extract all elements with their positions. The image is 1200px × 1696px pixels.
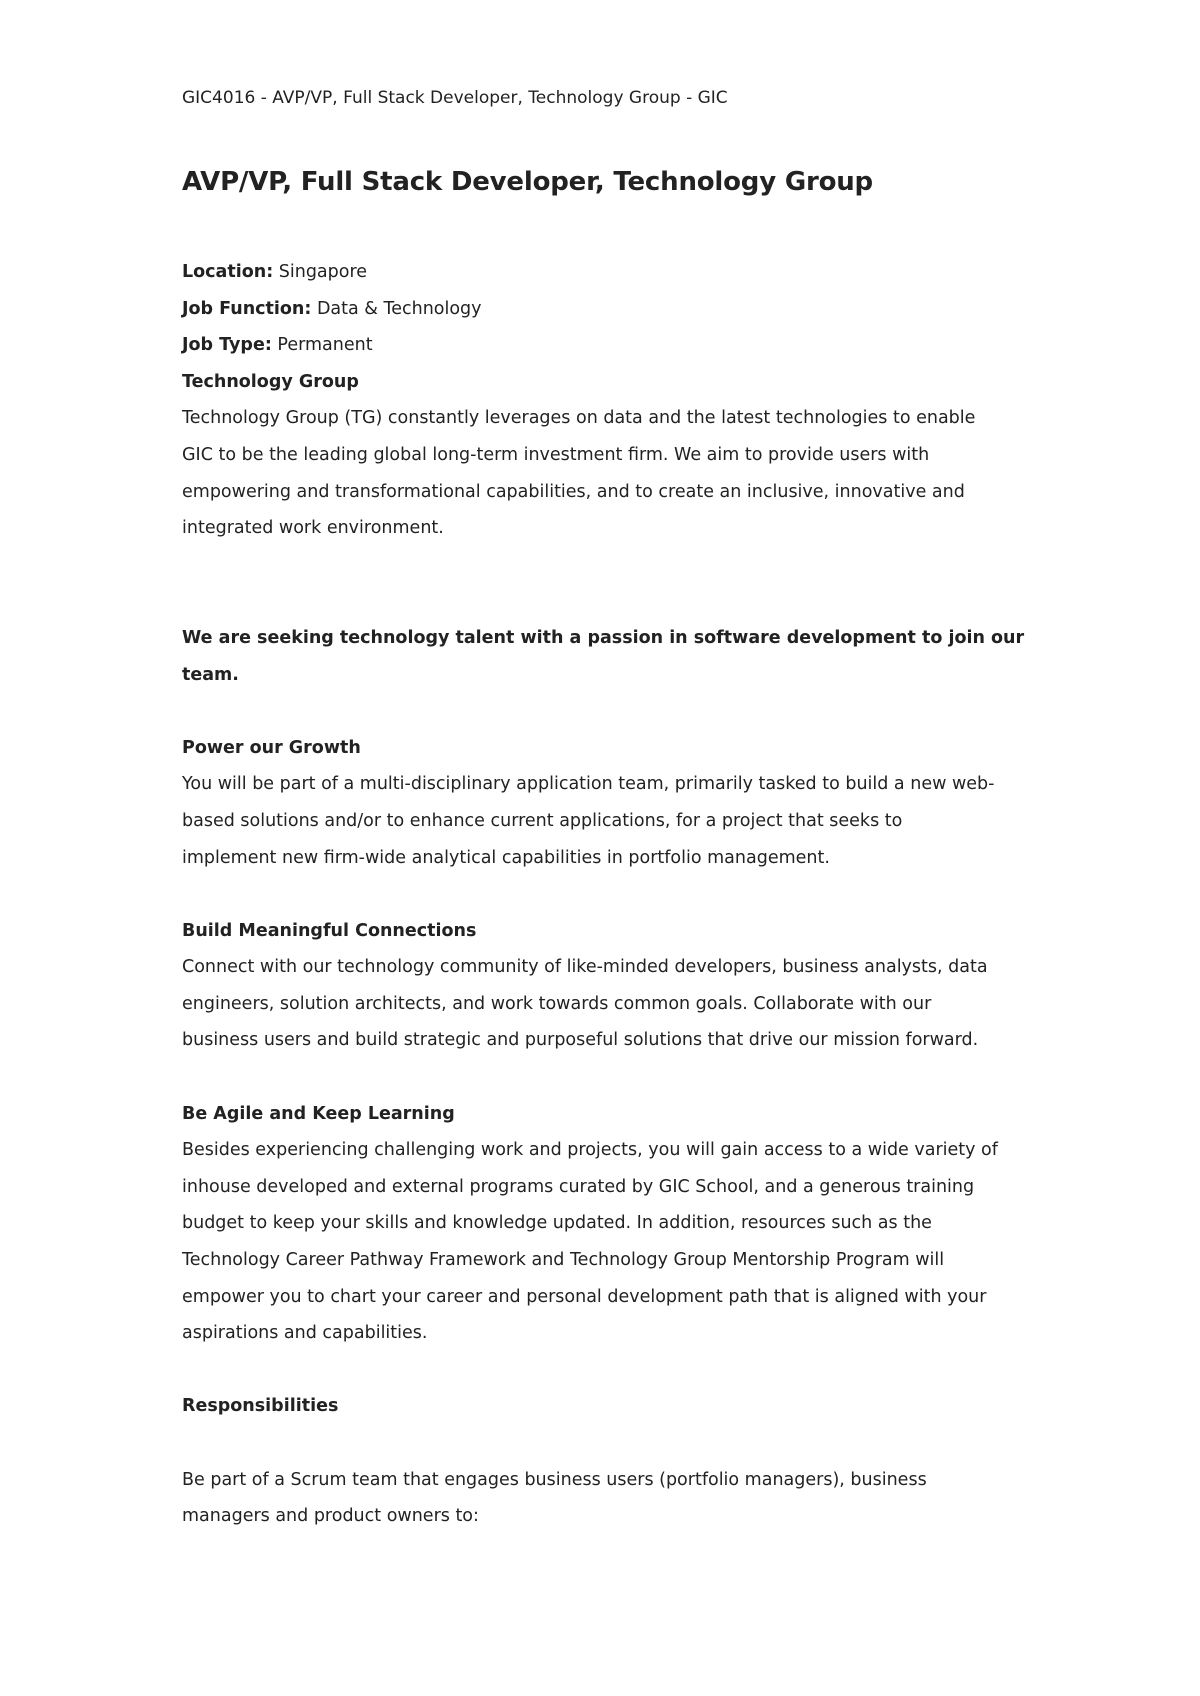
agile-text-line: empower you to chart your career and personal development path that is aligned with your — [182, 1286, 987, 1307]
agile-text-line: Technology Career Pathway Framework and Technology Group Mentorship Program will — [182, 1250, 945, 1271]
spacer — [182, 1059, 1042, 1096]
spacer — [182, 876, 1042, 913]
spacer — [182, 547, 1042, 584]
section-heading-power-growth: Power our Growth — [182, 737, 361, 758]
agile-text-line: Besides experiencing challenging work and projects, you will gain access to a wide variety of — [182, 1140, 998, 1161]
section-heading-connections: Build Meaningful Connections — [182, 920, 477, 941]
power-growth-text-line: based solutions and/or to enhance current applications, for a project that seeks to — [182, 810, 903, 831]
technology-group-text-line: empowering and transformational capabilities, and to create an inclusive, innovative and — [182, 481, 965, 502]
connections-text-line: engineers, solution architects, and work towards common goals. Collaborate with our — [182, 993, 932, 1014]
spacer — [182, 1352, 1042, 1389]
responsibilities-text-line: Be part of a Scrum team that engages business users (portfolio managers), business — [182, 1469, 927, 1490]
job-function-label: Job Function: — [182, 298, 312, 319]
section-heading-agile: Be Agile and Keep Learning — [182, 1103, 455, 1124]
agile-text-line: budget to keep your skills and knowledge updated. In addition, resources such as the — [182, 1213, 932, 1234]
section-heading-technology-group: Technology Group — [182, 371, 359, 392]
connections-text-line: Connect with our technology community of like-minded developers, business analysts, data — [182, 957, 988, 978]
seeking-statement-line: We are seeking technology talent with a passion in software development to join our — [182, 627, 1025, 648]
agile-text-line: aspirations and capabilities. — [182, 1323, 428, 1344]
location-label: Location: — [182, 262, 274, 282]
spacer — [182, 1425, 1042, 1462]
job-type-line — [182, 327, 1042, 364]
job-function-line — [182, 291, 1042, 328]
job-type-label: Job Type: — [182, 335, 272, 356]
page-title: AVP/VP, Full Stack Developer, Technology Group — [182, 167, 873, 197]
section-heading-responsibilities: Responsibilities — [182, 1396, 339, 1417]
job-function-value: Data & Technology — [311, 298, 482, 319]
seeking-statement-line: team. — [182, 664, 239, 685]
document-code-header: GIC4016 - AVP/VP, Full Stack Developer, Technology Group - GIC — [182, 88, 728, 108]
responsibilities-text-line: managers and product owners to: — [182, 1506, 479, 1527]
location-line — [182, 254, 1042, 291]
power-growth-text-line: You will be part of a multi-disciplinary application team, primarily tasked to build a new web- — [182, 774, 995, 795]
technology-group-text-line: Technology Group (TG) constantly leverages on data and the latest technologies to enable — [182, 408, 976, 429]
location-value: Singapore — [273, 262, 368, 282]
technology-group-text-line: GIC to be the leading global long-term investment firm. We aim to provide users with — [182, 444, 930, 465]
spacer — [182, 693, 1042, 730]
spacer — [182, 583, 1042, 620]
job-type-value: Permanent — [271, 335, 373, 356]
power-growth-text-line: implement new firm-wide analytical capabilities in portfolio management. — [182, 847, 830, 868]
agile-text-line: inhouse developed and external programs curated by GIC School, and a generous training — [182, 1176, 975, 1197]
connections-text-line: business users and build strategic and purposeful solutions that drive our mission forward. — [182, 1030, 979, 1051]
document-body — [182, 254, 1042, 1535]
technology-group-text-line: integrated work environment. — [182, 518, 444, 539]
